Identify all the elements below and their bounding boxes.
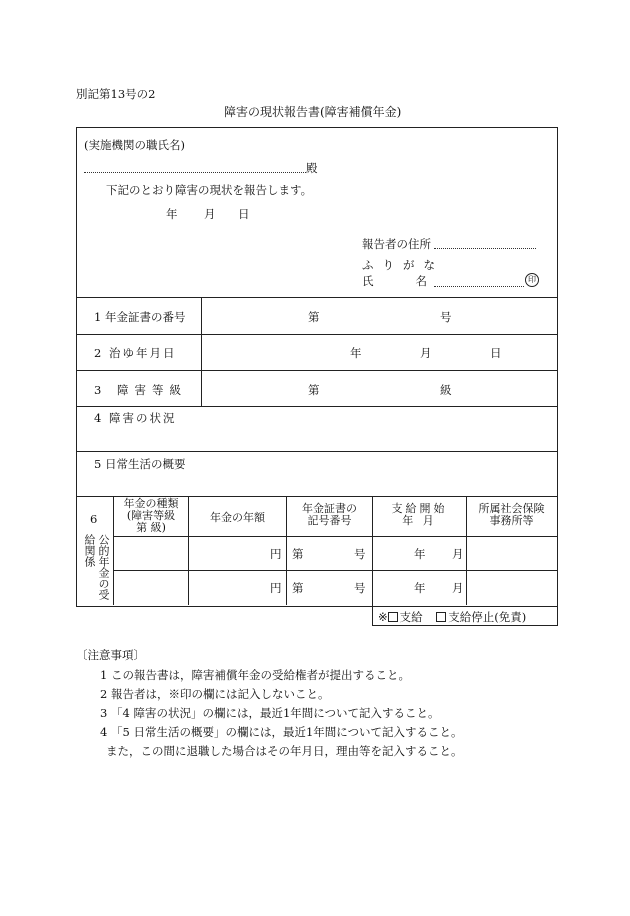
note-item-3: 3 「4 障害の状況」の欄には，最近1年間について記入すること。 — [100, 706, 440, 720]
pension-type-field-2[interactable] — [114, 571, 188, 604]
note-item-4-continued: また，この間に退職した場合はその年月日，理由等を記入すること。 — [106, 744, 463, 758]
checkbox-suspended[interactable] — [436, 612, 446, 622]
section6-side-label: 公的年金の受給関係 — [83, 534, 110, 600]
disability-status-label: 4 障害の状況 — [94, 411, 177, 425]
status-option-payment: 支給 — [399, 610, 423, 624]
honorific: 殿 — [306, 161, 318, 175]
address-field[interactable] — [434, 248, 536, 249]
disability-grade-field[interactable] — [202, 371, 556, 405]
office-field-1[interactable] — [467, 537, 556, 569]
form-title: 障害の現状報告書(障害補償年金) — [224, 105, 402, 119]
checkbox-payment[interactable] — [388, 612, 398, 622]
cert-prefix: 第 — [308, 310, 320, 324]
cert-suffix: 号 — [440, 310, 452, 324]
cure-month: 月 — [420, 346, 432, 360]
name-label: 氏名 — [362, 274, 469, 288]
amount-yen-1: 円 — [270, 547, 282, 561]
cert-dai-1: 第 — [292, 547, 304, 561]
grade-suffix: 級 — [440, 383, 452, 397]
cert-number-field[interactable] — [202, 298, 556, 333]
pension-type-field-1[interactable] — [114, 537, 188, 569]
org-label: (実施機関の職氏名) — [84, 138, 185, 152]
status-option-suspended: 支給停止(免責) — [448, 610, 527, 624]
cert-go-1: 号 — [354, 547, 366, 561]
cure-day: 日 — [490, 346, 502, 360]
seal-mark: 印 — [525, 273, 539, 287]
cure-date-label: 2 治ゆ年月日 — [94, 346, 177, 360]
note-item-1: 1 この報告書は，障害補償年金の受給権者が提出すること。 — [100, 668, 410, 682]
statement-text: 下記のとおり障害の現状を報告します。 — [106, 183, 313, 197]
office-field-2[interactable] — [467, 571, 556, 604]
form-number: 別記第13号の2 — [76, 87, 156, 101]
pension-start-header: 支給開始 年 月 — [391, 502, 448, 527]
note-item-4: 4 「5 日常生活の概要」の欄には，最近1年間について記入すること。 — [100, 725, 463, 739]
daily-life-label: 5 日常生活の概要 — [94, 457, 186, 471]
disability-status-field[interactable] — [77, 426, 556, 450]
section6-number: 6 — [90, 512, 98, 526]
cure-date-field[interactable] — [202, 335, 556, 369]
note-item-2: 2 報告者は，※印の欄には記入しないこと。 — [100, 687, 330, 701]
daily-life-field[interactable] — [77, 472, 556, 495]
disability-grade-label: 3 障害等級 — [94, 383, 187, 397]
org-name-field[interactable] — [84, 172, 306, 173]
notes-heading: 〔注意事項〕 — [76, 648, 145, 662]
cert-go-2: 号 — [354, 581, 366, 595]
cert-number-label: 1 年金証書の番号 — [94, 310, 186, 324]
start-year-2: 年 — [414, 581, 426, 595]
date-year-label: 年 — [166, 207, 178, 221]
start-month-2: 月 — [452, 581, 464, 595]
start-month-1: 月 — [452, 547, 464, 561]
date-month-label: 月 — [204, 207, 216, 221]
date-day-label: 日 — [238, 207, 250, 221]
start-year-1: 年 — [414, 547, 426, 561]
name-field[interactable] — [434, 286, 524, 287]
status-mark: ※ — [378, 610, 388, 624]
cert-dai-2: 第 — [292, 581, 304, 595]
cure-year: 年 — [350, 346, 362, 360]
pension-type-header: 年金の種類 (障害等級 第 級) — [123, 497, 179, 534]
status-row — [378, 609, 526, 625]
pension-amount-header: 年金の年額 — [210, 511, 265, 524]
address-label: 報告者の住所 — [362, 237, 431, 251]
furigana-label: ふりがな — [362, 258, 444, 272]
pension-office-header: 所属社会保険 事務所等 — [478, 502, 545, 527]
amount-yen-2: 円 — [270, 581, 282, 595]
grade-prefix: 第 — [308, 383, 320, 397]
pension-cert-header: 年金証書の 記号番号 — [302, 502, 357, 527]
